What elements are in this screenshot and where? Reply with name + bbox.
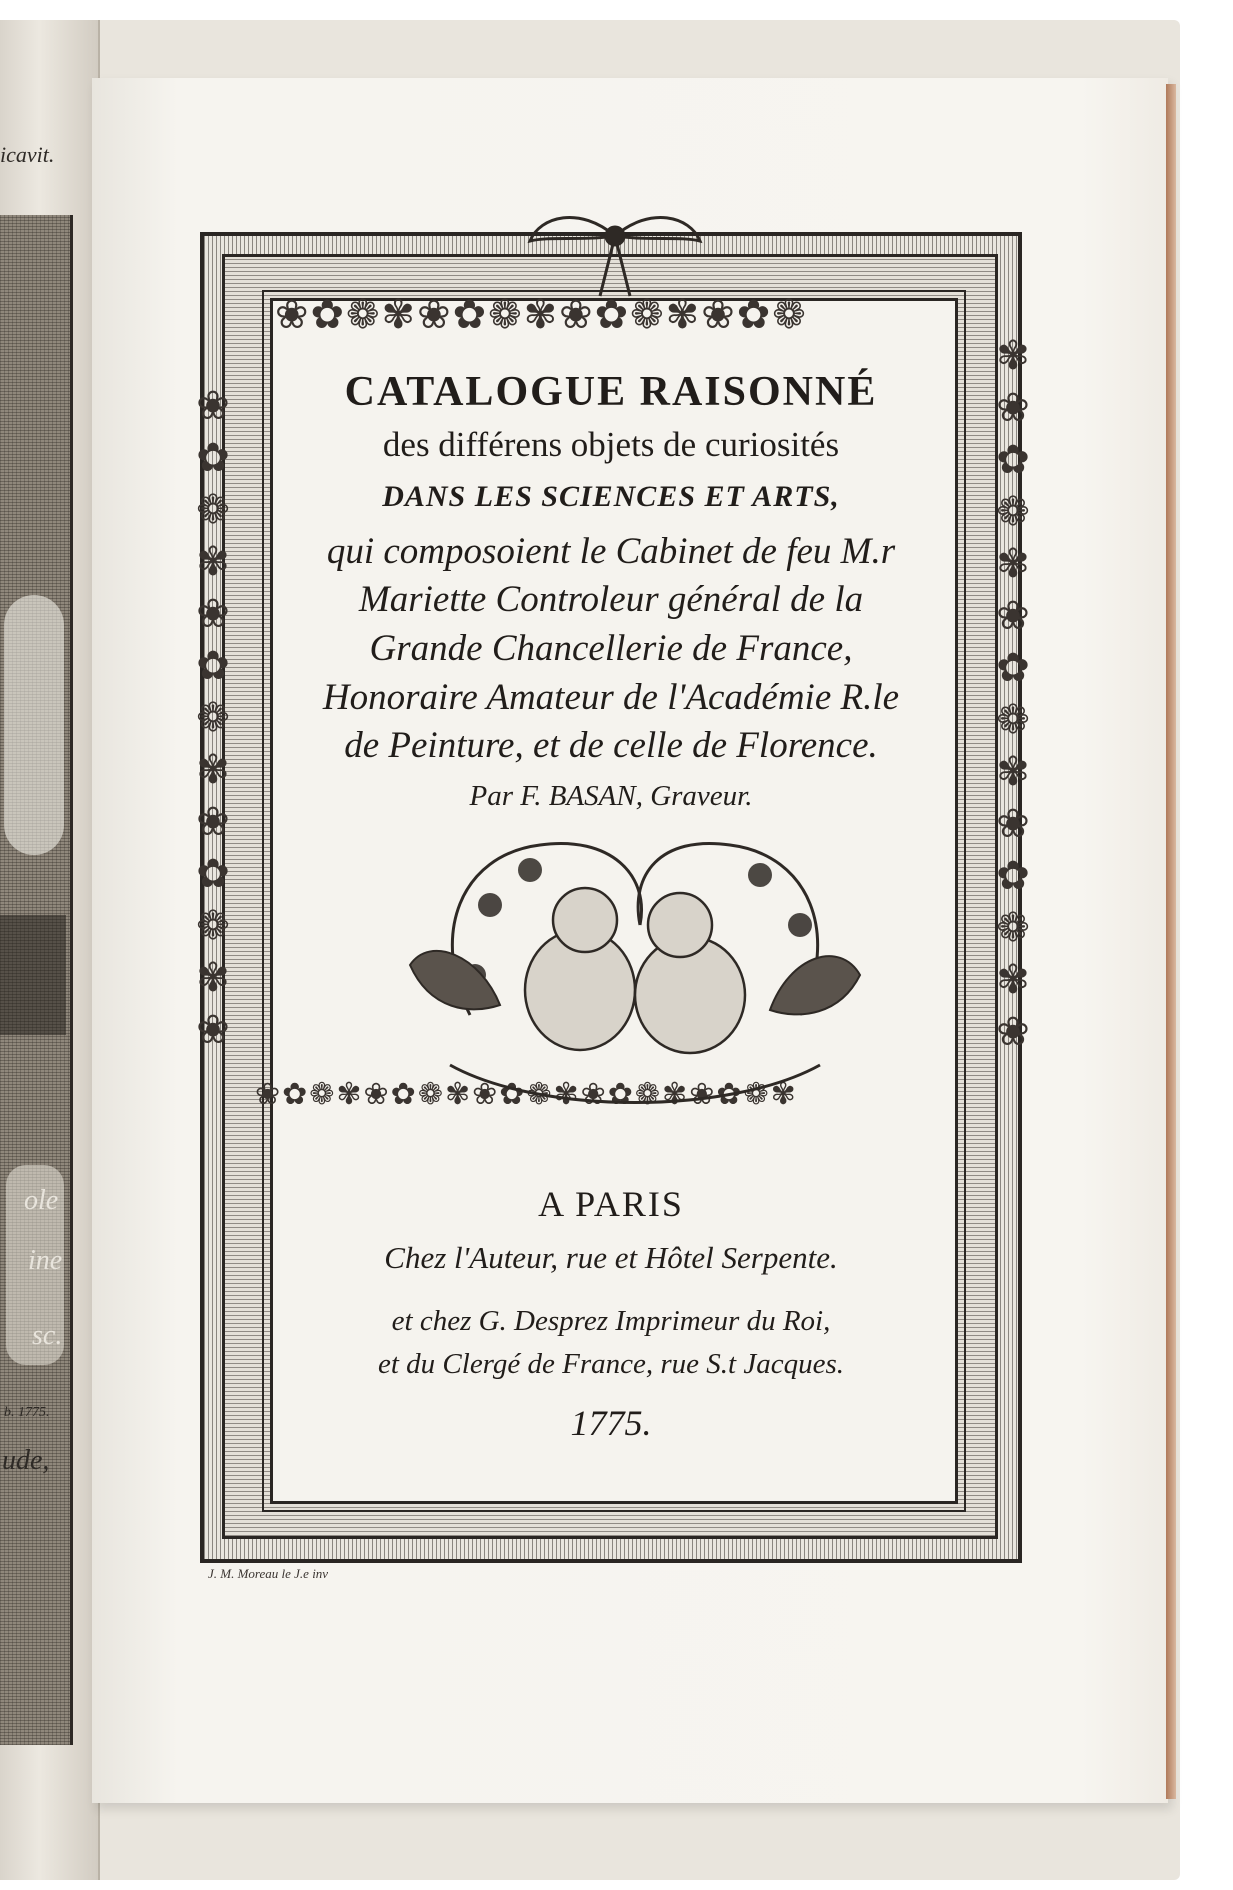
- left-page: [0, 20, 100, 1880]
- left-page-fragment: sc.: [32, 1320, 63, 1351]
- bottom-garland: ❀✿❁✾❀✿❁✾❀✿❁✾❀✿❁✾❀✿❁✾: [255, 1077, 798, 1112]
- year: 1775.: [570, 1403, 652, 1443]
- right-garland: ✾ ❀ ✿ ❁ ✾ ❀ ✿ ❁ ✾ ❀ ✿ ❁ ✾ ❀: [996, 333, 1030, 1055]
- ribbon-bow-ornament: [520, 196, 710, 306]
- left-page-fragment: ine: [28, 1245, 63, 1276]
- left-garland: ❀ ✿ ❁ ✾ ❀ ✿ ❁ ✾ ❀ ✿ ❁ ✾ ❀: [196, 383, 230, 1053]
- left-plate-engraving: [0, 215, 73, 1745]
- left-page-fragment: ole: [24, 1185, 59, 1216]
- caps-line: DANS LES SCIENCES ET ARTS,: [382, 480, 840, 513]
- page-edge: [1166, 84, 1176, 1799]
- engraver-credit: J. M. Moreau le J.e inv: [208, 1566, 329, 1581]
- imprint-line: Chez l'Auteur, rue et Hôtel Serpente.: [384, 1240, 838, 1275]
- imprint-line: et du Clergé de France, rue S.t Jacques.: [377, 1348, 844, 1380]
- top-garland: ❀✿❁✾❀✿❁✾❀✿❁✾❀✿❁: [275, 292, 808, 338]
- left-page-fragment: ude,: [2, 1445, 50, 1476]
- imprint-place: A PARIS: [538, 1184, 684, 1224]
- cherubs-vignette: [390, 815, 880, 1125]
- left-page-fragment: b. 1775.: [4, 1405, 50, 1420]
- subtitle: des différens objets de curiosités: [382, 425, 840, 464]
- portrait-fragment: [4, 595, 64, 855]
- imprint-line: et chez G. Desprez Imprimeur du Roi,: [391, 1305, 831, 1337]
- author-line: Par F. BASAN, Graveur.: [469, 780, 753, 812]
- plate-shadow: [0, 915, 66, 1035]
- script-line: Grande Chancellerie de France,: [369, 628, 853, 669]
- left-page-fragment: icavit.: [0, 142, 55, 167]
- script-line: Mariette Controleur général de la: [358, 579, 864, 620]
- script-line: qui composoient le Cabinet de feu M.r: [326, 531, 896, 572]
- script-line: de Peinture, et de celle de Florence.: [344, 725, 878, 766]
- script-line: Honoraire Amateur de l'Académie R.le: [322, 677, 900, 718]
- page-title: CATALOGUE RAISONNÉ: [344, 369, 878, 415]
